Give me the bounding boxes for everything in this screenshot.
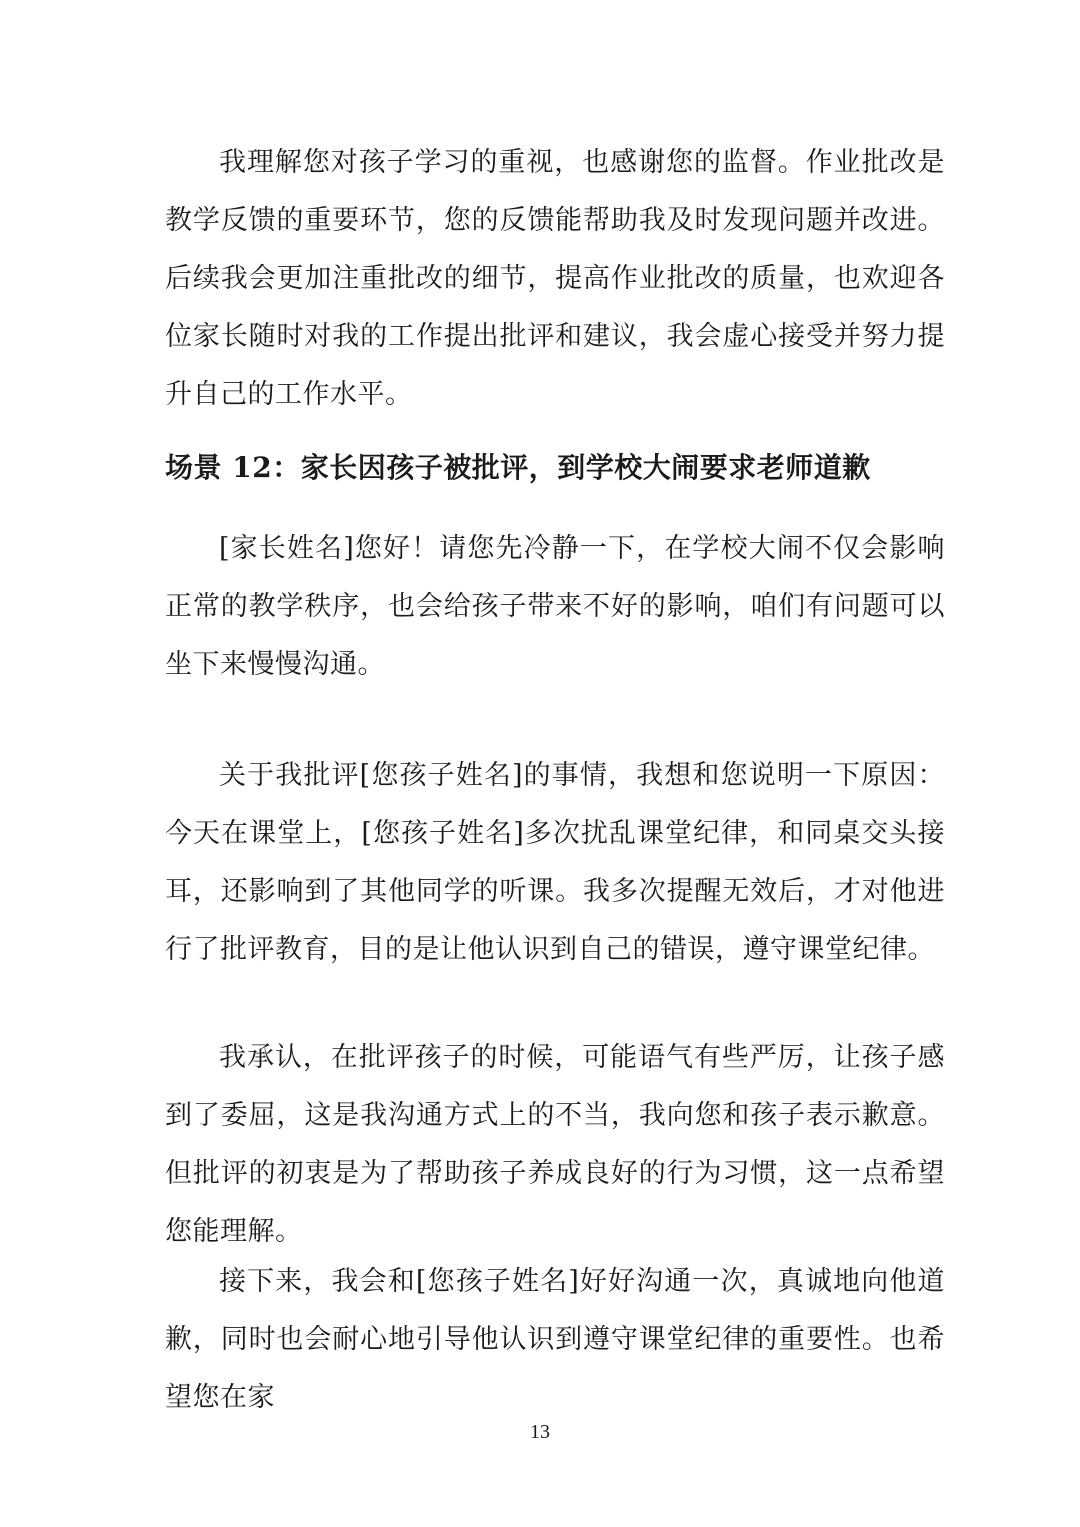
paragraph-apology: 我承认，在批评孩子的时候，可能语气有些严厉，让孩子感到了委屈，这是我沟通方式上的不当，我向您和孩子表示歉意。但批评的初衷是为了帮助孩子养成良好的行为习惯，这一点希望您能理解。: [165, 1042, 945, 1247]
paragraph-next-steps: 接下来，我会和[您孩子姓名]好好沟通一次，真诚地向他道歉，同时也会耐心地引导他认识到遵守课堂纪律的重要性。也希望您在家: [165, 1266, 945, 1413]
paragraph-calm-down: [家长姓名]您好！请您先冷静一下，在学校大闹不仅会影响正常的教学秩序，也会给孩子带来不好的影响，咱们有问题可以坐下来慢慢沟通。: [165, 533, 945, 680]
paragraph-homework-feedback: 我理解您对孩子学习的重视，也感谢您的监督。作业批改是教学反馈的重要环节，您的反馈能帮助我及时发现问题并改进。后续我会更加注重批改的细节，提高作业批改的质量，也欢迎各位家长随时对我的工作提出批评和建议，我会虚心接受并努力提升自己的工作水平。: [165, 147, 945, 410]
section-heading: 场景 12：家长因孩子被批评，到学校大闹要求老师道歉: [165, 451, 871, 484]
paragraph-reason: 关于我批评[您孩子姓名]的事情，我想和您说明一下原因：今天在课堂上，[您孩子姓名]多次扰乱课堂纪律，和同桌交头接耳，还影响到了其他同学的听课。我多次提醒无效后，才对他进行了批评教育，目的是让他认识到自己的错误，遵守课堂纪律。: [165, 760, 945, 965]
page-number: 13: [530, 1421, 550, 1443]
